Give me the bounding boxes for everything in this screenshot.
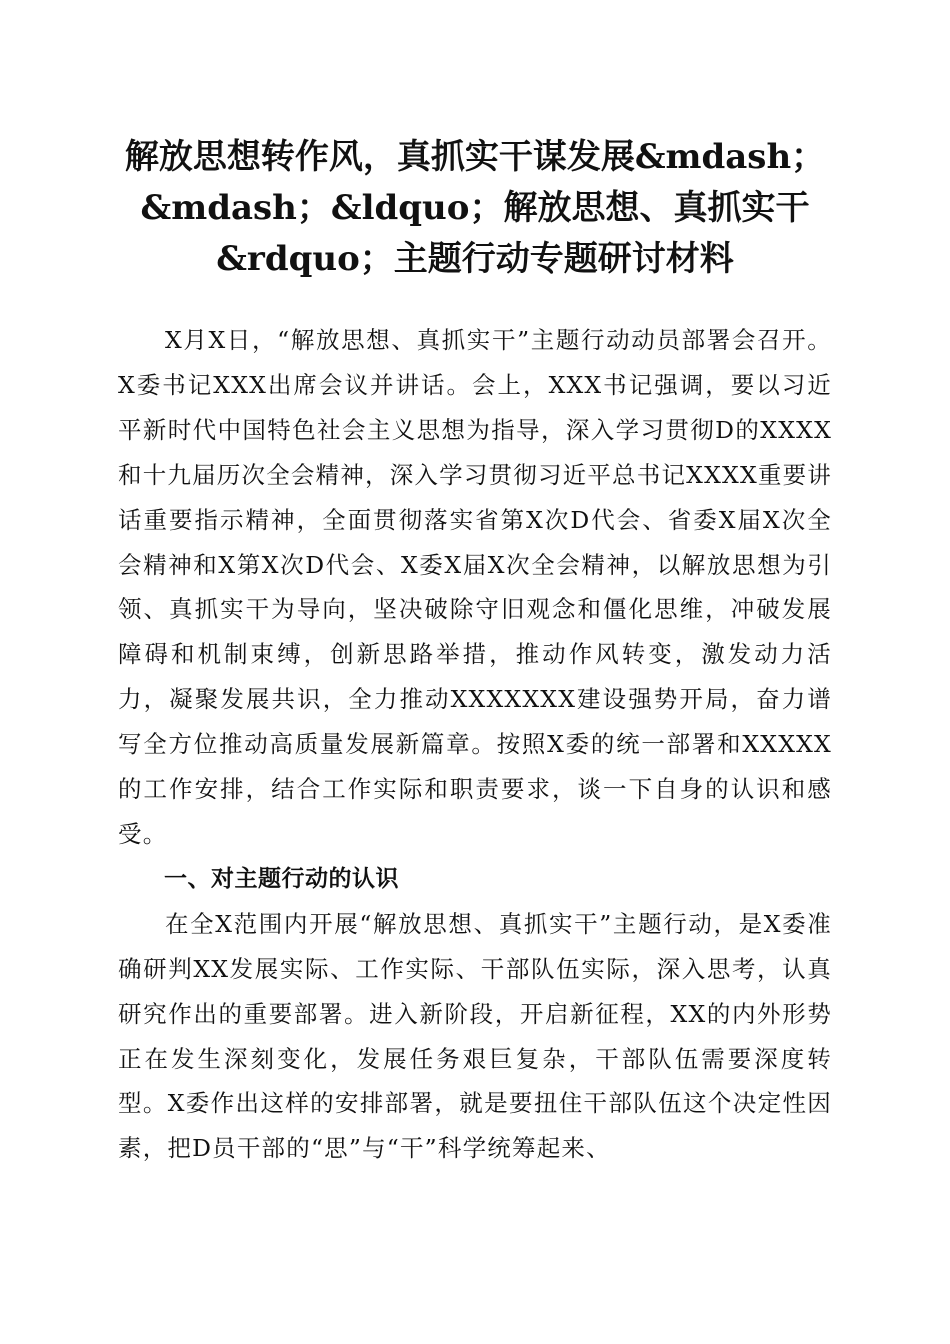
intro-paragraph: X月X日，“解放思想、真抓实干”主题行动动员部署会召开。X委书记XXX出席会议并讲话。会上，XXX书记强调，要以习近平新时代中国特色社会主义思想为指导，深入学习贯彻D的XXXX和十九届历次全会精神，深入学习贯彻习近平总书记XXXX重要讲话重要指示精神，全面贯彻落实省第X次D代会、省委X届X次全会精神和X第X次D代会、X委X届X次全会精神，以解放思想为引领、真抓实干为导向，坚决破除守旧观念和僵化思维，冲破发展障碍和机制束缚，创新思路举措，推动作风转变，激发动力活力，凝聚发展共识，全力推动XXXXXXX建设强势开局，奋力谱写全方位推动高质量发展新篇章。按照X委的统一部署和XXXXX的工作安排，结合工作实际和职责要求，谈一下自身的认识和感受。 xyxy=(118,326,832,848)
section-heading: 一、对主题行动的认识 xyxy=(164,865,399,892)
document-title xyxy=(110,132,840,285)
title-line-1: 解放思想转作风，真抓实干谋发展&mdash； xyxy=(124,137,826,177)
title-line-2: &mdash；&ldquo；解放思想、真抓实干 xyxy=(140,188,810,228)
section-paragraph: 在全X范围内开展“解放思想、真抓实干”主题行动，是X委准确研判XX发展实际、工作实际、干部队伍实际，深入思考，认真研究作出的重要部署。进入新阶段，开启新征程，XX的内外形势正在发生深刻变化，发展任务艰巨复杂，干部队伍需要深度转型。X委作出这样的安排部署，就是要扭住干部队伍这个决定性因素，把D员干部的“思”与“干”科学统筹起来、 xyxy=(118,909,832,1163)
title-line-3: &rdquo；主题行动专题研讨材料 xyxy=(216,239,734,279)
document-body xyxy=(118,318,832,1171)
